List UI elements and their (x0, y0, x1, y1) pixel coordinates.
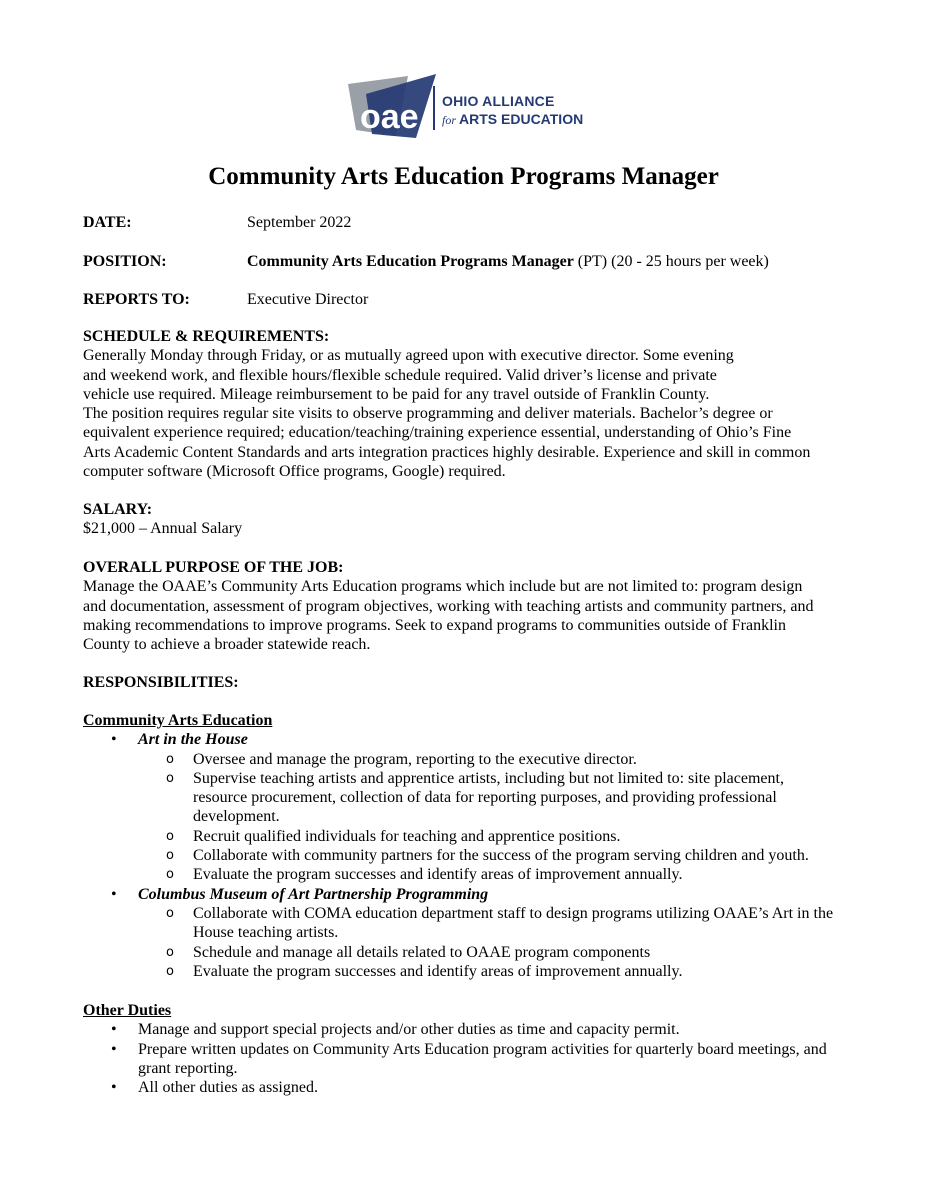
sublist-item (138, 943, 853, 962)
sublist-item (138, 846, 853, 865)
logo-line-1: OHIO ALLIANCE (442, 93, 555, 109)
salary-value: $21,000 – Annual Salary (83, 520, 243, 538)
bullet-icon: • (111, 1021, 117, 1039)
schedule-line: and weekend work, and flexible hours/flexible schedule required. Valid driver’s license and private (83, 366, 717, 384)
logo-line-2-rest: ARTS EDUCATION (459, 111, 584, 127)
purpose-line: County to achieve a broader statewide reach. (83, 636, 371, 654)
salary-heading: SALARY: (83, 501, 153, 518)
salary-section (83, 500, 853, 539)
reports-to-label: REPORTS TO: (83, 291, 190, 308)
sublist-item-text: Collaborate with COMA education department staff to design programs utilizing OAAE’s Art in the House teaching artists. (193, 904, 834, 942)
hollow-bullet-icon: o (166, 944, 174, 960)
logo-for: for (442, 113, 457, 127)
community-arts-list (83, 730, 853, 981)
program-title: Art in the House (138, 731, 248, 749)
sublist-item (138, 750, 853, 769)
list-item (83, 730, 853, 884)
program-sublist (138, 904, 853, 981)
hollow-bullet-icon: o (166, 905, 174, 921)
list-item-text: Prepare written updates on Community Arts Education program activities for quarterly board meetings, and grant reporting. (138, 1040, 827, 1077)
schedule-heading: SCHEDULE & REQUIREMENTS: (83, 328, 330, 345)
position-hours: (PT) (20 - 25 hours per week) (573, 253, 769, 270)
sublist-item-text: Recruit qualified individuals for teaching and apprentice positions. (193, 827, 621, 845)
hollow-bullet-icon: o (166, 848, 174, 864)
sublist-item (138, 865, 853, 884)
logo-mark-text: oae (360, 98, 419, 136)
list-item (83, 1078, 853, 1097)
sublist-item-text: Evaluate the program successes and identify areas of improvement annually. (193, 962, 683, 980)
bullet-icon: • (111, 1040, 117, 1058)
purpose-line: and documentation, assessment of program objectives, working with teaching artists and community partners, and (83, 597, 814, 615)
purpose-line: Manage the OAAE’s Community Arts Education programs which include but are not limited to: program design (83, 578, 803, 596)
list-item-text: Manage and support special projects and/or other duties as time and capacity permit. (138, 1021, 680, 1039)
other-duties-title: Other Duties (83, 1002, 172, 1019)
position-label: POSITION: (83, 253, 167, 270)
sublist-item-text: Supervise teaching artists and apprentice artists, including but not limited to: site placement, resource procurement, collection of data for reporting purposes, and providing professional development. (193, 769, 784, 826)
position-title: Community Arts Education Programs Manager (247, 253, 574, 270)
bullet-icon: • (111, 885, 117, 903)
sublist-item (138, 827, 853, 846)
schedule-line: vehicle use required. Mileage reimbursement to be paid for any travel outside of Franklin County. (83, 385, 710, 403)
other-duties-list (83, 1020, 853, 1097)
oaae-logo-mark-icon (346, 74, 438, 144)
logo-wordmark (442, 92, 583, 129)
bullet-icon: • (111, 731, 117, 749)
oaae-logo (346, 74, 596, 144)
document-title: Community Arts Education Programs Manager (208, 163, 719, 190)
date-value: September 2022 (247, 214, 352, 231)
schedule-section (83, 327, 853, 481)
responsibilities-heading-block (83, 673, 853, 692)
hollow-bullet-icon: o (166, 828, 174, 844)
schedule-line: equivalent experience required; education/teaching/training experience essential, understanding of Ohio’s Fine (83, 424, 792, 442)
purpose-section (83, 558, 853, 654)
hollow-bullet-icon: o (166, 770, 174, 786)
program-sublist (138, 750, 853, 885)
purpose-line: making recommendations to improve programs. Seek to expand programs to communities outside of Franklin (83, 616, 786, 634)
list-item-text: All other duties as assigned. (138, 1079, 318, 1097)
logo-line-2 (442, 110, 583, 129)
bullet-icon: • (111, 1079, 117, 1097)
list-item (83, 1020, 853, 1039)
sublist-item-text: Oversee and manage the program, reporting to the executive director. (193, 750, 637, 768)
hollow-bullet-icon: o (166, 867, 174, 883)
other-duties-section (83, 1001, 853, 1097)
position-value (247, 252, 769, 271)
list-item (83, 1040, 853, 1079)
sublist-item-text: Schedule and manage all details related to OAAE program components (193, 943, 651, 961)
sublist-item-text: Evaluate the program successes and identify areas of improvement annually. (193, 866, 683, 884)
hollow-bullet-icon: o (166, 751, 174, 767)
community-arts-section (83, 711, 853, 981)
program-title: Columbus Museum of Art Partnership Programming (138, 885, 489, 903)
list-item (83, 885, 853, 981)
community-arts-title: Community Arts Education (83, 712, 273, 729)
reports-to-value: Executive Director (247, 291, 369, 308)
schedule-line: The position requires regular site visits to observe programming and deliver materials. Bachelor’s degree or (83, 405, 773, 423)
sublist-item (138, 962, 853, 981)
schedule-line: Generally Monday through Friday, or as mutually agreed upon with executive director. Some evening (83, 347, 734, 365)
schedule-line: computer software (Microsoft Office programs, Google) required. (83, 463, 506, 481)
responsibilities-heading: RESPONSIBILITIES: (83, 674, 239, 691)
sublist-item (138, 904, 853, 943)
sublist-item (138, 769, 853, 827)
hollow-bullet-icon: o (166, 963, 174, 979)
purpose-heading: OVERALL PURPOSE OF THE JOB: (83, 559, 344, 576)
schedule-line: Arts Academic Content Standards and arts integration practices highly desirable. Experience and skill in common (83, 443, 811, 461)
sublist-item-text: Collaborate with community partners for the success of the program serving children and youth. (193, 847, 809, 865)
date-label: DATE: (83, 214, 132, 231)
